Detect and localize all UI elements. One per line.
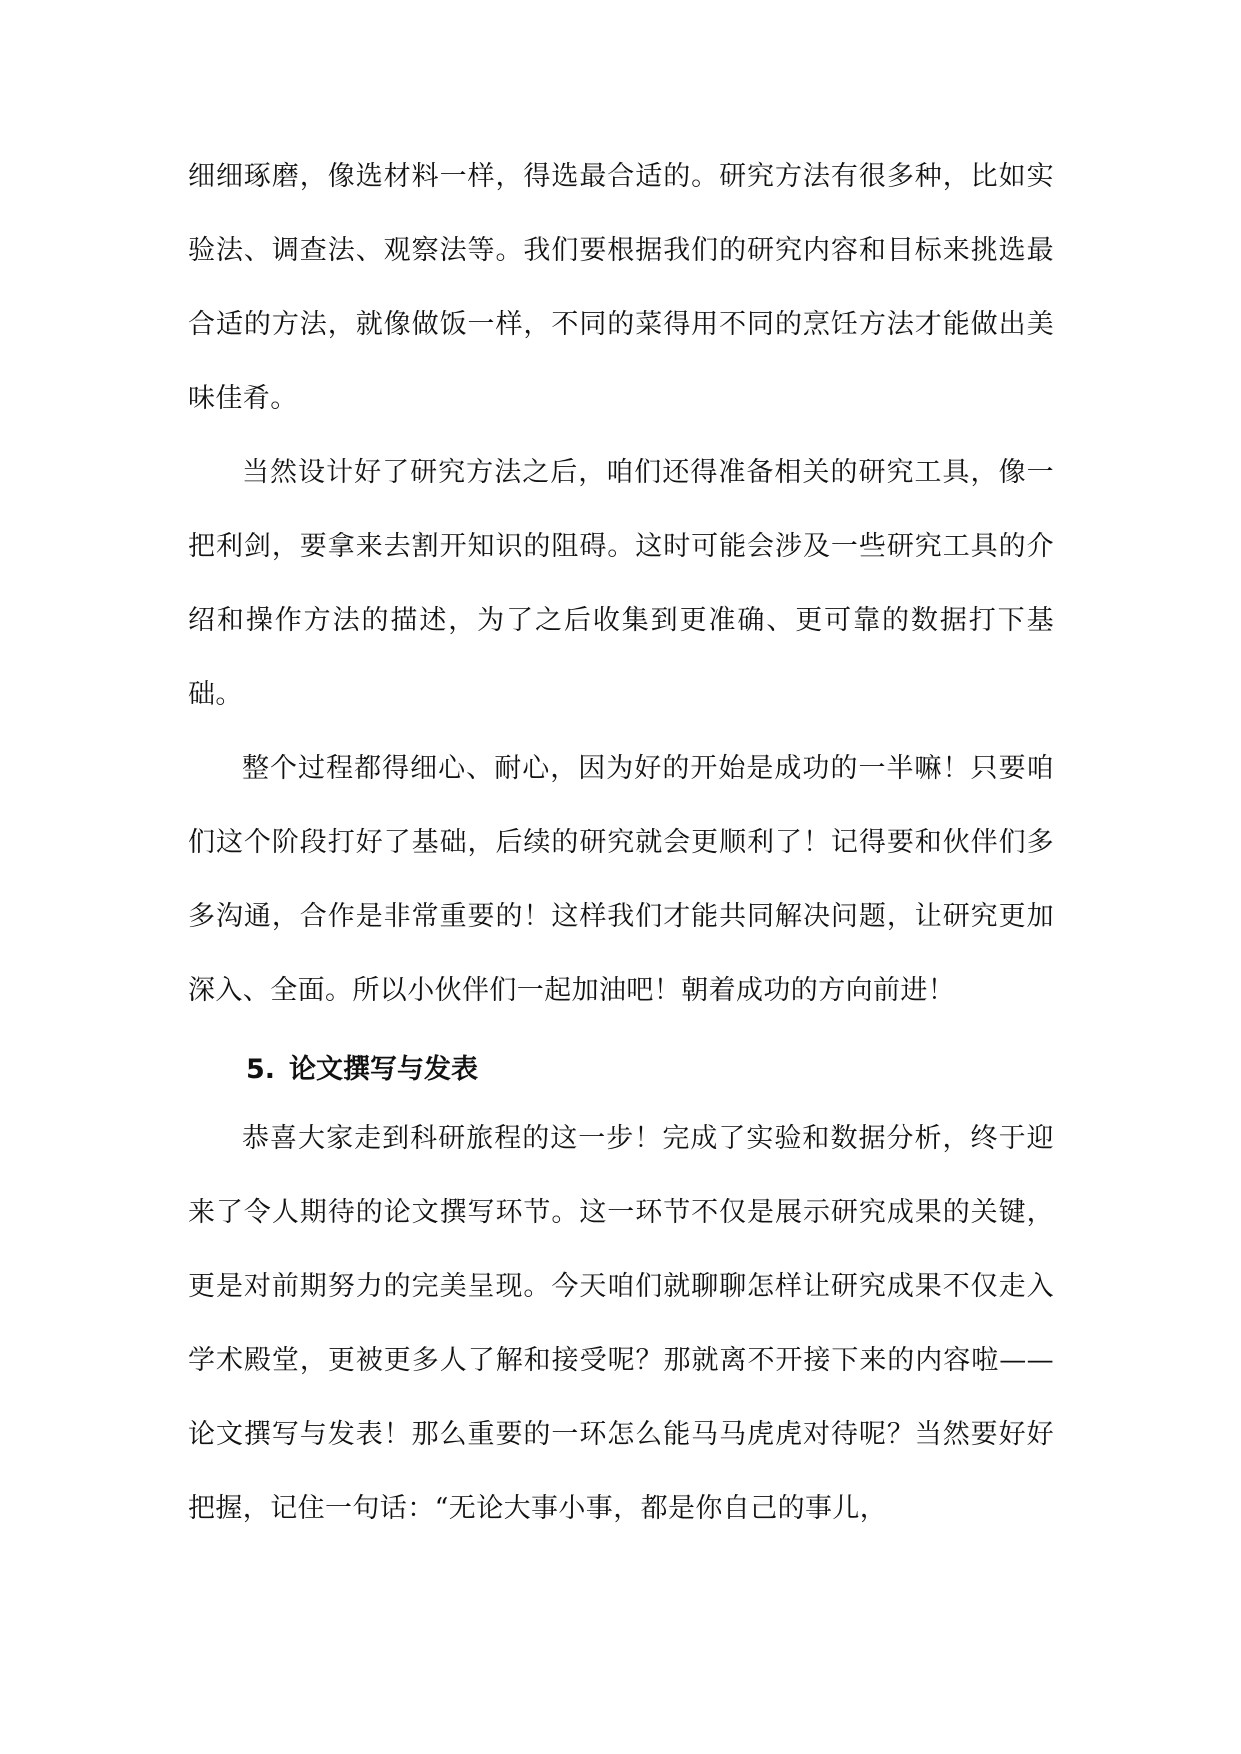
section-number: 5.	[246, 1054, 276, 1085]
document-body	[188, 140, 1054, 1546]
paragraph-teamwork: 整个过程都得细心、耐心，因为好的开始是成功的一半嘛！只要咱们这个阶段打好了基础，后续的研究就会更顺利了！记得要和伙伴们多多沟通，合作是非常重要的！这样我们才能共同解决问题，让研究更加深入、全面。所以小伙伴们一起加油吧！朝着成功的方向前进！	[188, 753, 1054, 1006]
section-heading	[188, 1038, 1054, 1102]
paragraph-research-methods: 细细琢磨，像选材料一样，得选最合适的。研究方法有很多种，比如实验法、调查法、观察法等。我们要根据我们的研究内容和目标来挑选最合适的方法，就像做饭一样，不同的菜得用不同的烹饪方法才能做出美味佳肴。	[188, 161, 1054, 414]
paragraph-research-tools: 当然设计好了研究方法之后，咱们还得准备相关的研究工具，像一把利剑，要拿来去割开知识的阻碍。这时可能会涉及一些研究工具的介绍和操作方法的描述，为了之后收集到更准确、更可靠的数据打下基础。	[188, 457, 1054, 710]
section-title: 论文撰写与发表	[289, 1054, 479, 1085]
paragraph-paper-writing: 恭喜大家走到科研旅程的这一步！完成了实验和数据分析，终于迎来了令人期待的论文撰写环节。这一环节不仅是展示研究成果的关键，更是对前期努力的完美呈现。今天咱们就聊聊怎样让研究成果不仅走入学术殿堂，更被更多人了解和接受呢？那就离不开接下来的内容啦——论文撰写与发表！那么重要的一环怎么能马马虎虎对待呢？当然要好好把握，记住一句话：“无论大事小事，都是你自己的事儿，	[188, 1123, 1054, 1524]
